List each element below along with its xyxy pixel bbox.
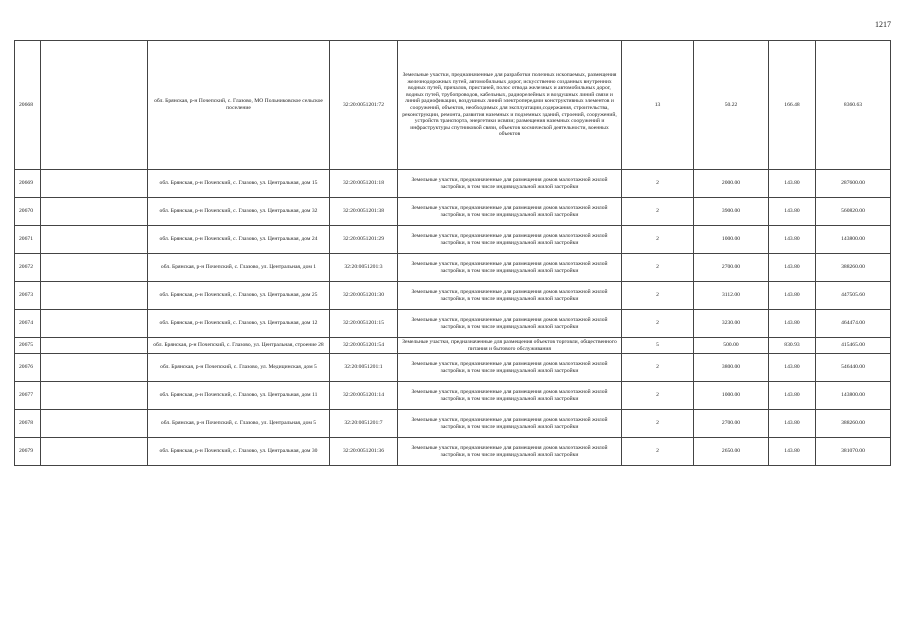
cadastral-value-cell: 287600.00 [816,170,891,198]
address-cell: обл. Брянская, р-н Почепский, с. Глазово, ул. Медицинская, дом 5 [148,354,330,382]
use-group-cell: 2 [622,310,694,338]
record-id-cell: 20670 [15,198,41,226]
address-cell: обл. Брянская, р-н Почепский, с. Глазово, ул. Центральная, дом 32 [148,198,330,226]
empty-cell [41,438,148,466]
cadastral-value-cell: 388260.00 [816,410,891,438]
cadastral-number-cell: 32:20:0051201:15 [330,310,398,338]
area-cell: 2700.00 [694,410,769,438]
empty-cell [41,198,148,226]
use-group-cell: 2 [622,254,694,282]
empty-cell [41,382,148,410]
specific-value-cell: 143.80 [769,354,816,382]
use-group-cell: 2 [622,198,694,226]
address-cell: обл. Брянская, р-н Почепский, с. Глазово, ул. Центральная, дом 30 [148,438,330,466]
cadastral-number-cell: 32:20:0051201:36 [330,438,398,466]
area-cell: 500.00 [694,338,769,354]
cadastral-number-cell: 32:20:0051201:30 [330,282,398,310]
table-row [15,170,891,198]
land-use-cell: Земельные участки, предназначенные для разработки полезных ископаемых, размещения железнодорожных путей, автомобильных дорог, искусственно созданных внутренних водных путей, причалов, пристаней, полос отвода железных и автомобильных дорог, водных путей, трубопроводов, кабельных, радиорелейных и воздушных линий связи и линий радиофикации, воздушных линий электропередачи конструктивных элементов и сооружений, объектов, необходимых для эксплуатации,содержания, строительства, реконструкции, ремонта, развития наземных и подземных зданий, строений, сооружений, устройств транспорта, энергетики исвязи; размещения наземных сооружений и инфраструктуры спутниковой связи, объектов космической деятельности, военных объектов [398,41,622,170]
empty-cell [41,338,148,354]
address-cell: обл. Брянская, р-н Почепский, с. Глазово, ул. Центральная, дом 1 [148,254,330,282]
specific-value-cell: 143.80 [769,310,816,338]
cadastral-value-cell: 464474.00 [816,310,891,338]
cadastral-value-cell: 560820.00 [816,198,891,226]
cadastral-number-cell: 32:20:0051201:1 [330,354,398,382]
land-use-cell: Земельные участки, предназначенные для размещения домов малоэтажной жилой застройки, в том числе индивидуальной жилой застройки [398,382,622,410]
use-group-cell: 2 [622,170,694,198]
specific-value-cell: 143.80 [769,198,816,226]
area-cell: 3112.00 [694,282,769,310]
cadastral-number-cell: 32:20:0051201:72 [330,41,398,170]
record-id-cell: 20668 [15,41,41,170]
specific-value-cell: 143.80 [769,226,816,254]
specific-value-cell: 143.80 [769,438,816,466]
table-row [15,310,891,338]
address-cell: обл. Брянская, р-н Почепский, с. Глазово, МО Польниковское сельское поселение [148,41,330,170]
table-row [15,354,891,382]
table-row [15,438,891,466]
table-row [15,198,891,226]
use-group-cell: 13 [622,41,694,170]
use-group-cell: 2 [622,354,694,382]
specific-value-cell: 143.80 [769,282,816,310]
address-cell: обл. Брянская, р-н Почепский, с. Глазово, ул. Центральная, дом 12 [148,310,330,338]
record-id-cell: 20674 [15,310,41,338]
table-row [15,410,891,438]
record-id-cell: 20679 [15,438,41,466]
cadastral-number-cell: 32:20:0051201:29 [330,226,398,254]
record-id-cell: 20669 [15,170,41,198]
cadastral-registry-table [14,40,891,466]
use-group-cell: 5 [622,338,694,354]
cadastral-value-cell: 381070.00 [816,438,891,466]
record-id-cell: 20677 [15,382,41,410]
address-cell: обл. Брянская, р-н Почепский, с. Глазово, ул. Центральная, дом 24 [148,226,330,254]
land-use-cell: Земельные участки, предназначенные для размещения домов малоэтажной жилой застройки, в том числе индивидуальной жилой застройки [398,438,622,466]
cadastral-number-cell: 32:20:0051201:14 [330,382,398,410]
land-use-cell: Земельные участки, предназначенные для размещения объектов торговли, общественного питания и бытового обслуживания [398,338,622,354]
use-group-cell: 2 [622,226,694,254]
empty-cell [41,354,148,382]
table-body [15,41,891,466]
area-cell: 1000.00 [694,382,769,410]
specific-value-cell: 830.93 [769,338,816,354]
record-id-cell: 20676 [15,354,41,382]
address-cell: обл. Брянская, р-н Почепский, с. Глазово, ул. Центральная, дом 11 [148,382,330,410]
empty-cell [41,410,148,438]
cadastral-value-cell: 546440.00 [816,354,891,382]
address-cell: обл. Брянская, р-н Почепский, с. Глазово, ул. Центральная, дом 15 [148,170,330,198]
table-row [15,41,891,170]
area-cell: 50.22 [694,41,769,170]
table-row [15,254,891,282]
cadastral-number-cell: 32:20:0051201:18 [330,170,398,198]
land-use-cell: Земельные участки, предназначенные для размещения домов малоэтажной жилой застройки, в том числе индивидуальной жилой застройки [398,254,622,282]
page-number: 1217 [875,20,891,29]
cadastral-number-cell: 32:20:0051201:38 [330,198,398,226]
land-use-cell: Земельные участки, предназначенные для размещения домов малоэтажной жилой застройки, в том числе индивидуальной жилой застройки [398,170,622,198]
area-cell: 2650.00 [694,438,769,466]
address-cell: обл. Брянская, р-н Почепский, с. Глазово, ул. Центральная, строение 28 [148,338,330,354]
empty-cell [41,226,148,254]
table-row [15,338,891,354]
land-use-cell: Земельные участки, предназначенные для размещения домов малоэтажной жилой застройки, в том числе индивидуальной жилой застройки [398,282,622,310]
record-id-cell: 20671 [15,226,41,254]
area-cell: 1000.00 [694,226,769,254]
table-row [15,226,891,254]
area-cell: 3230.00 [694,310,769,338]
land-use-cell: Земельные участки, предназначенные для размещения домов малоэтажной жилой застройки, в том числе индивидуальной жилой застройки [398,198,622,226]
specific-value-cell: 166.48 [769,41,816,170]
empty-cell [41,41,148,170]
area-cell: 3900.00 [694,198,769,226]
cadastral-value-cell: 8360.63 [816,41,891,170]
empty-cell [41,170,148,198]
cadastral-value-cell: 447505.60 [816,282,891,310]
use-group-cell: 2 [622,410,694,438]
land-use-cell: Земельные участки, предназначенные для размещения домов малоэтажной жилой застройки, в том числе индивидуальной жилой застройки [398,354,622,382]
specific-value-cell: 143.80 [769,254,816,282]
land-use-cell: Земельные участки, предназначенные для размещения домов малоэтажной жилой застройки, в том числе индивидуальной жилой застройки [398,310,622,338]
specific-value-cell: 143.80 [769,410,816,438]
cadastral-number-cell: 32:20:0051201:54 [330,338,398,354]
empty-cell [41,254,148,282]
record-id-cell: 20678 [15,410,41,438]
area-cell: 3800.00 [694,354,769,382]
area-cell: 2700.00 [694,254,769,282]
table-row [15,282,891,310]
cadastral-value-cell: 415465.00 [816,338,891,354]
area-cell: 2000.00 [694,170,769,198]
cadastral-value-cell: 388260.00 [816,254,891,282]
record-id-cell: 20672 [15,254,41,282]
empty-cell [41,282,148,310]
cadastral-number-cell: 32:20:0051201:3 [330,254,398,282]
specific-value-cell: 143.80 [769,382,816,410]
cadastral-value-cell: 143800.00 [816,382,891,410]
empty-cell [41,310,148,338]
use-group-cell: 2 [622,438,694,466]
address-cell: обл. Брянская, р-н Почепский, с. Глазово, ул. Центральная, дом 5 [148,410,330,438]
record-id-cell: 20673 [15,282,41,310]
address-cell: обл. Брянская, р-н Почепский, с. Глазово, ул. Центральная, дом 25 [148,282,330,310]
specific-value-cell: 143.80 [769,170,816,198]
land-use-cell: Земельные участки, предназначенные для размещения домов малоэтажной жилой застройки, в том числе индивидуальной жилой застройки [398,226,622,254]
cadastral-number-cell: 32:20:0051201:7 [330,410,398,438]
table-row [15,382,891,410]
land-use-cell: Земельные участки, предназначенные для размещения домов малоэтажной жилой застройки, в том числе индивидуальной жилой застройки [398,410,622,438]
cadastral-value-cell: 143800.00 [816,226,891,254]
record-id-cell: 20675 [15,338,41,354]
use-group-cell: 2 [622,282,694,310]
use-group-cell: 2 [622,382,694,410]
